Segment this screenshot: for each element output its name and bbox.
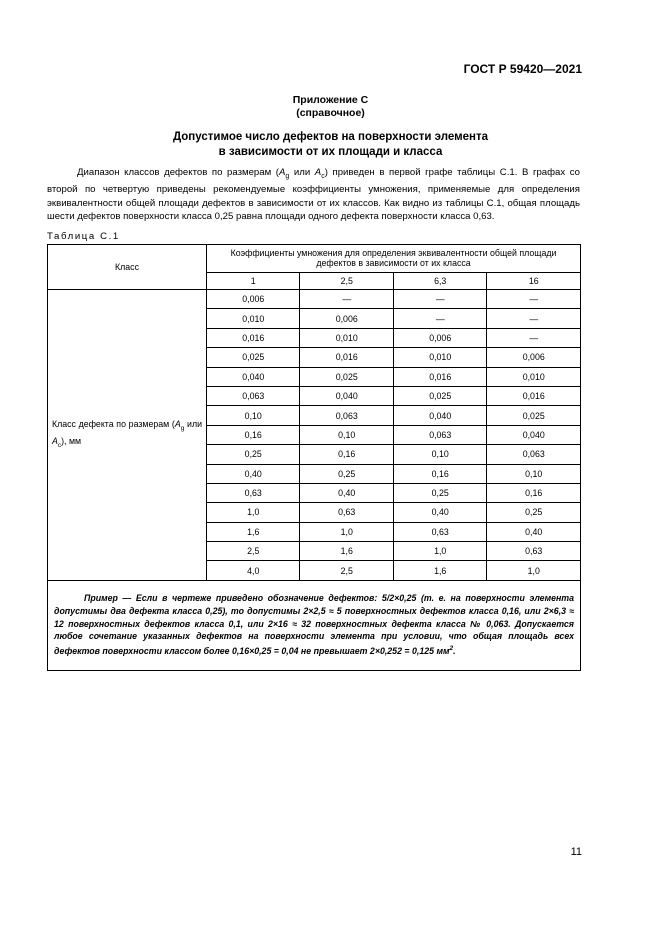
table-cell: 0,010 (487, 367, 581, 386)
row-header-ac: A (52, 435, 58, 446)
example-row (48, 580, 581, 670)
row-header-ag-sub: g (180, 424, 185, 432)
section-title (0, 130, 661, 160)
table-cell: 0,63 (300, 503, 393, 522)
table-cell: 1,6 (300, 542, 393, 561)
table-cell: 1,6 (207, 522, 300, 541)
table-cell: 0,40 (207, 464, 300, 483)
page-number: 11 (570, 846, 582, 858)
table-cell: 0,025 (300, 367, 393, 386)
table-cell: 0,16 (393, 464, 486, 483)
symbol-ac: A (314, 167, 322, 178)
symbol-ac-sub: c (321, 172, 325, 180)
table-cell: 2,5 (300, 561, 393, 580)
table-cell: 0,040 (487, 425, 581, 444)
table-cell: 0,25 (393, 483, 486, 502)
column-header-1: 1 (207, 272, 300, 289)
table-cell: 2,5 (207, 542, 300, 561)
table-cell: 0,063 (487, 445, 581, 464)
section-title-line-1: Допустимое число дефектов на поверхности элемента (172, 131, 489, 143)
table-cell: 0,040 (300, 386, 393, 405)
table-cell: 0,40 (393, 503, 486, 522)
intro-text-1: Диапазон классов дефектов по размерам ( (77, 167, 279, 178)
table-cell: 0,025 (487, 406, 581, 425)
table-cell: 0,016 (300, 348, 393, 367)
table-cell: 0,010 (207, 309, 300, 328)
table-cell: 0,63 (487, 542, 581, 561)
column-header-3: 6,3 (393, 272, 486, 289)
table-cell: — (393, 309, 486, 328)
intro-text-2: ) приведен в первой графе таблицы С.1. В графах со второй по четвертую приведены рекомендуемые коэффициенты умножения, применяемые для определения эквивалентности общей площади дефектов в зависимости от их классов. Как видно из таблицы С.1, общая площадь шести дефектов поверхности класса 0,25 равна площади одного дефекта поверхности класса 0,63. (47, 167, 580, 223)
annex-title: Приложение С (292, 94, 369, 106)
example-end: . (453, 645, 456, 656)
table-cell: 0,040 (393, 406, 486, 425)
table-header-row (48, 245, 581, 273)
table-cell: 0,016 (487, 386, 581, 405)
table-cell: 0,40 (487, 522, 581, 541)
symbol-ag: A (278, 167, 286, 178)
table-cell: 1,0 (300, 522, 393, 541)
table-cell: 0,025 (207, 348, 300, 367)
column-header-2: 2,5 (300, 272, 393, 289)
table-cell: 0,10 (300, 425, 393, 444)
example-text: Пример — Если в чертеже приведено обозначение дефектов: 5/2×0,25 (т. е. на поверхности элемента допустимы два дефекта класса 0,25), то допустимы 2×2,5 ≈ 5 поверхностных дефектов класса 0,16, или 2×6,3 ≈ 12 поверхностных дефектов класса 0,1, или 2×16 ≈ 32 поверхностных дефекта класса № 0,063. Допускается любое сочетание указанных дефектов на поверхности элемента при условии, что общая площадь всех дефектов поверхности классом более 0,16×0,25 = 0,04 не превышает 2×0,252 = 0,125 мм (54, 593, 574, 656)
table-cell: 0,010 (393, 348, 486, 367)
column-header-4: 16 (487, 272, 581, 289)
table-cell: 1,0 (393, 542, 486, 561)
defects-table (47, 244, 581, 671)
table-cell: 0,40 (300, 483, 393, 502)
annex-subtitle: (справочное) (296, 107, 365, 119)
table-cell: 4,0 (207, 561, 300, 580)
row-header-ag: A (174, 418, 181, 429)
table-cell: 0,063 (207, 386, 300, 405)
table-cell: 0,016 (393, 367, 486, 386)
table-label: Таблица С.1 (47, 231, 120, 242)
table-cell: — (487, 290, 581, 309)
table-cell: 0,10 (393, 445, 486, 464)
table-cell: 0,016 (207, 328, 300, 347)
table-cell: 0,25 (487, 503, 581, 522)
table-cell: 0,25 (300, 464, 393, 483)
example-sup: 2 (449, 644, 454, 652)
table-cell: 0,063 (393, 425, 486, 444)
standard-number: ГОСТ Р 59420—2021 (463, 62, 582, 76)
table-cell: — (393, 290, 486, 309)
table-cell: 0,63 (207, 483, 300, 502)
row-header-or: или (184, 418, 203, 429)
table-row (48, 290, 581, 309)
table-cell: 0,16 (207, 425, 300, 444)
table-cell: 0,006 (393, 328, 486, 347)
section-title-line-2: в зависимости от их площади и класса (218, 146, 443, 158)
table-cell: 0,16 (487, 483, 581, 502)
annex-heading (0, 94, 661, 120)
table-cell: 1,0 (207, 503, 300, 522)
table-cell: 0,006 (300, 309, 393, 328)
table-cell: 0,16 (300, 445, 393, 464)
table-cell: 1,0 (487, 561, 581, 580)
table-cell: 0,040 (207, 367, 300, 386)
coefficient-column-header: Коэффициенты умножения для определения эквивалентности общей площади дефектов в зависимости от их класса (207, 245, 581, 273)
intro-or: или (289, 167, 315, 178)
table-cell: 0,10 (487, 464, 581, 483)
class-column-header: Класс (48, 245, 207, 290)
symbol-ag-sub: g (285, 172, 290, 180)
table-cell: 0,006 (207, 290, 300, 309)
table-cell: 0,10 (207, 406, 300, 425)
row-header-ac-sub: c (57, 441, 62, 449)
row-header-text-2: ), мм (61, 435, 82, 446)
table-cell: 0,63 (393, 522, 486, 541)
example-note (48, 580, 581, 670)
table-cell: 0,006 (487, 348, 581, 367)
table-cell: 0,063 (300, 406, 393, 425)
table-cell: 0,25 (207, 445, 300, 464)
table-cell: 0,010 (300, 328, 393, 347)
row-group-header (48, 290, 207, 581)
intro-paragraph (47, 166, 580, 224)
table-cell: — (487, 309, 581, 328)
table-cell: — (487, 328, 581, 347)
table-cell: — (300, 290, 393, 309)
table-cell: 0,025 (393, 386, 486, 405)
table-cell: 1,6 (393, 561, 486, 580)
row-header-text-1: Класс дефекта по размерам ( (52, 418, 175, 429)
